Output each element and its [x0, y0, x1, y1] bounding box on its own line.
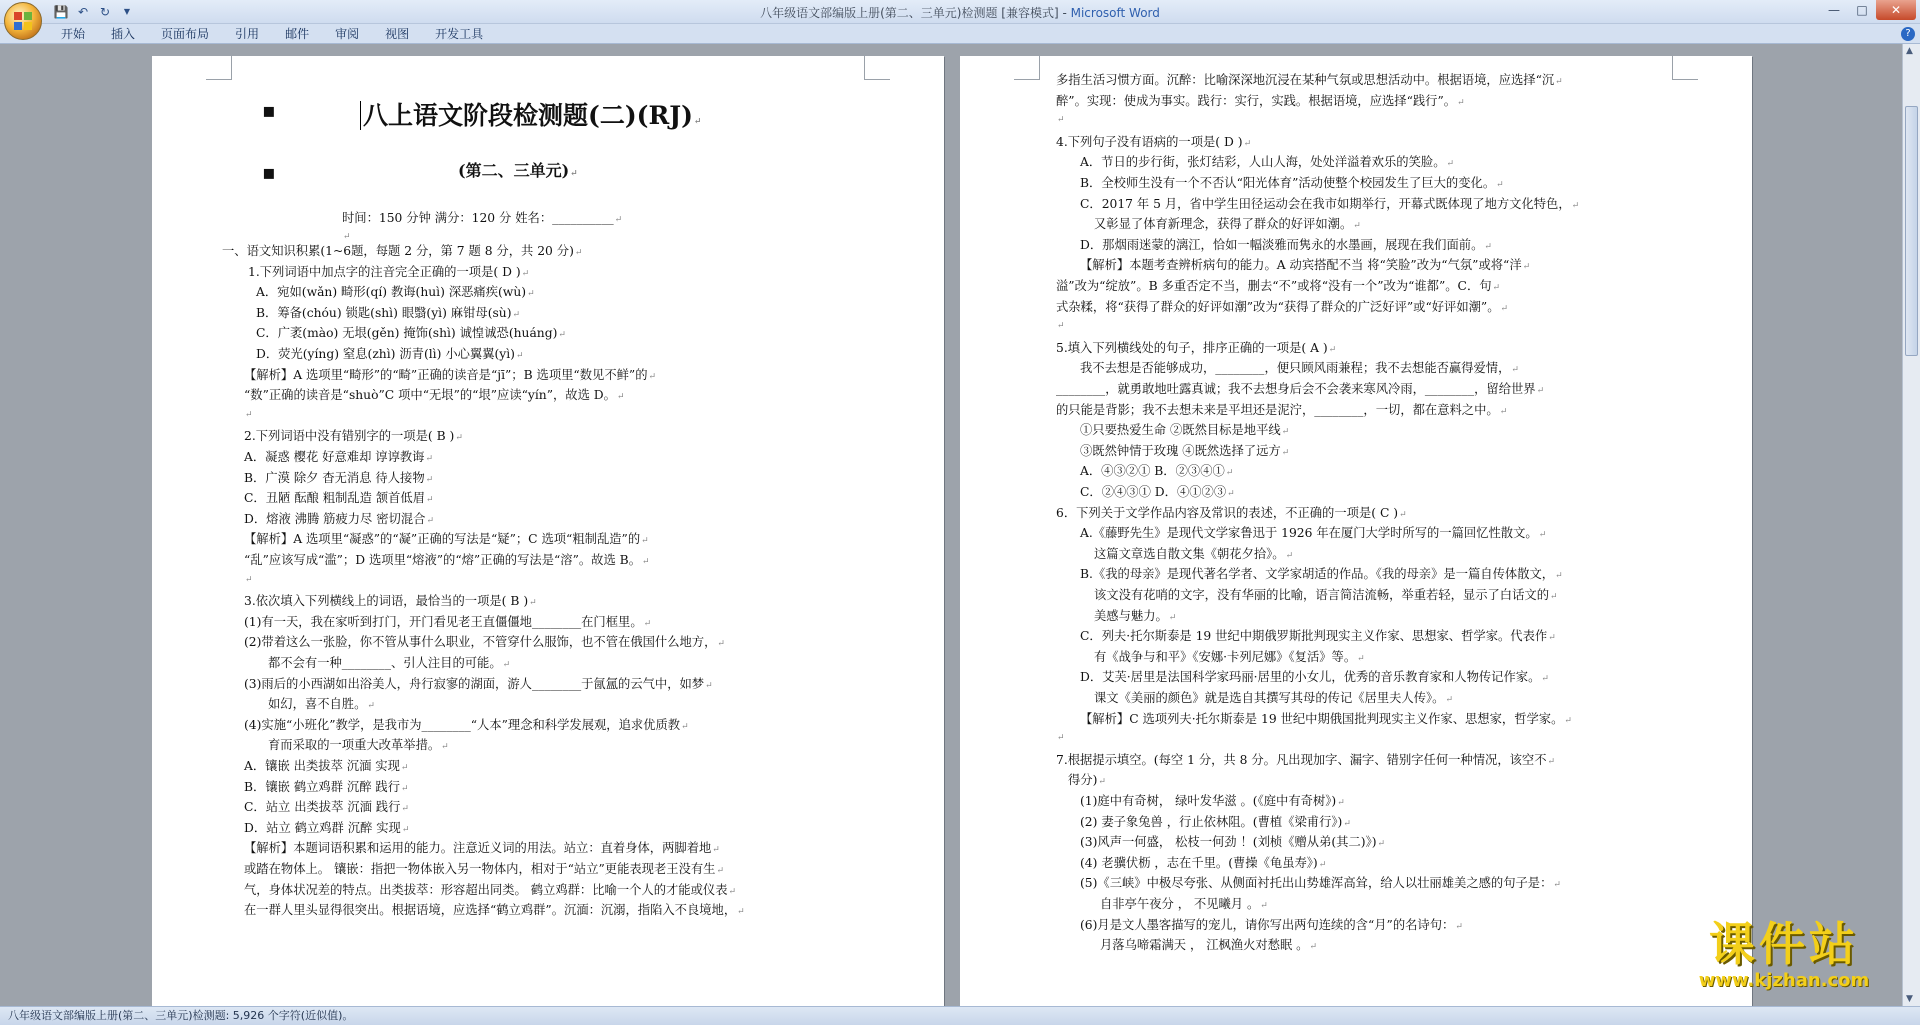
document-line-text: A．④③②① B．②③④①: [1080, 464, 1225, 479]
tab-view[interactable]: 视图: [385, 27, 410, 41]
document-line-text: “数”正确的读音是“shuò”C 项中“无垠”的“垠”应读“yín”，故选 D。: [244, 388, 616, 403]
document-line-text: (1)有一天，我在家听到打门，开门看见老王直僵僵地________在门框里。: [244, 614, 643, 629]
tab-developer[interactable]: 开发工具: [435, 27, 484, 41]
document-line: ↵: [245, 574, 253, 585]
document-line: B.《我的母亲》是现代著名学者、文学家胡适的作品。《我的母亲》是一篇自传体散文，↵: [1080, 567, 1563, 582]
document-line-text: 【解析】本题考查辨析病句的能力。A 动宾搭配不当 将“笑脸”改为“气氛”或将“洋: [1080, 258, 1522, 273]
document-line: 如幻，喜不自胜。↵: [268, 697, 375, 712]
watermark-text: 课件站: [1709, 917, 1859, 971]
document-line: 课文《美丽的颜色》就是选自其撰写其母的传记《居里夫人传》。↵: [1094, 691, 1454, 705]
document-line: 多指生活习惯方面。沉醉：比喻深深地沉浸在某种气氛或思想活动中。根据语境，应选择“沉↵: [1056, 73, 1563, 87]
undo-icon[interactable]: ↶: [77, 4, 89, 19]
document-line: D．荧光(yíng) 窒息(zhì) 沥青(lì) 小心翼翼(yì)↵: [256, 347, 524, 361]
scroll-down-icon[interactable]: ▼: [1906, 994, 1913, 1004]
document-line: “数”正确的读音是“shuò”C 项中“无垠”的“垠”应读“yín”，故选 D。↵: [244, 388, 625, 403]
document-line: A.《藤野先生》是现代文学家鲁迅于 1926 年在厦门大学时所写的一篇回忆性散文。↵: [1080, 526, 1547, 541]
document-line-text: C．广袤(mào) 无垠(gěn) 掩饰(shì) 诚惶诚恐(huáng): [256, 326, 558, 341]
document-line: 2.下列词语中没有错别字的一项是( B )↵: [244, 429, 463, 444]
customize-qat-icon[interactable]: ▼: [123, 7, 131, 16]
ribbon-tab-bar: [0, 24, 1920, 44]
document-line: (1)有一天，我在家听到打门，开门看见老王直僵僵地________在门框里。↵: [244, 614, 652, 629]
document-line-text: 如幻，喜不自胜。: [268, 697, 367, 712]
document-line: C．丑陋 酝酿 粗制乱造 颔首低眉↵: [244, 491, 434, 506]
document-line: ↵: [1057, 321, 1065, 332]
document-line-text: C．站立 出类拔萃 沉湎 践行: [244, 800, 401, 815]
ribbon-tabs: [48, 26, 496, 43]
document-line: B．镶嵌 鹤立鸡群 沉醉 践行↵: [244, 779, 409, 794]
scrollbar-thumb[interactable]: [1905, 106, 1918, 356]
document-line: 月落乌啼霜满天 ， 江枫渔火对愁眠 。↵: [1100, 938, 1318, 953]
document-line: A．凝惑 樱花 好意难却 谆谆教诲↵: [244, 450, 434, 464]
paragraph-mark: ↵: [343, 232, 351, 242]
window-controls: [1820, 0, 1916, 20]
document-line-text: A．凝惑 樱花 好意难却 谆谆教诲: [244, 450, 425, 464]
document-line-text: 5.填入下列横线处的句子，排序正确的一项是( A ): [1056, 340, 1328, 355]
document-line-text: (4) 老骥伏枥 ，志在千里。(曹操《龟虽寿》): [1080, 855, 1318, 870]
close-icon[interactable]: ✕: [1876, 0, 1916, 20]
bullet-marker: ▪: [262, 160, 276, 184]
document-line-text: 育而采取的一项重大改革举措。: [268, 738, 441, 753]
document-line-text: 6．下列关于文学作品内容及常识的表述，不正确的一项是( C ): [1056, 505, 1399, 520]
document-line-text: 月落乌啼霜满天 ， 江枫渔火对愁眠 。: [1100, 938, 1309, 953]
document-line-text: 【解析】本题词语积累和运用的能力。注意近义词的用法。站立：直着身体，两脚着地: [244, 841, 712, 856]
document-line: 有《战争与和平》《安娜·卡列尼娜》《复活》等。↵: [1094, 649, 1365, 664]
document-line: B．全校师生没有一个不否认“阳光体育”活动使整个校园发生了巨大的变化。↵: [1080, 176, 1504, 190]
document-line-text: C．列夫·托尔斯泰是 19 世纪中期俄罗斯批判现实主义作家、思想家、哲学家。代表作: [1080, 629, 1548, 644]
document-line-text: B．筹备(chóu) 锁匙(shì) 眼翳(yì) 麻钳母(sù): [256, 305, 512, 320]
document-line: D．熔液 沸腾 筋疲力尽 密切混合↵: [244, 511, 434, 526]
document-line: 式杂糅，将“获得了群众的好评如潮”改为“获得了群众的广泛好评”或“好评如潮”。↵: [1056, 299, 1509, 314]
document-line: ↵: [1057, 115, 1065, 126]
document-line-text: A．节日的步行街，张灯结彩，人山人海，处处洋溢着欢乐的笑脸。: [1080, 155, 1446, 170]
maximize-icon[interactable]: □: [1856, 3, 1868, 17]
document-line: 7.根据提示填空。(每空 1 分，共 8 分。凡出现加字、漏字、错别字任何一种情况，该空不↵: [1056, 752, 1556, 767]
document-line-text: 醉”。实现：使成为事实。践行：实行，实践。根据语境，应选择“践行”。: [1056, 93, 1457, 108]
document-line: (4)实施“小班化”教学，是我市为________“人本”理念和科学发展观，追求优质教↵: [244, 717, 689, 732]
document-line: C．②④③① D．④①②③↵: [1080, 485, 1235, 499]
document-line-text: B.《我的母亲》是现代著名学者、文学家胡适的作品。《我的母亲》是一篇自传体散文，: [1080, 567, 1555, 582]
document-line-text: 溢”改为“绽放”。B 多重否定不当，删去“不”或将“没有一个”改为“谁都”。C．句: [1056, 279, 1492, 293]
document-line: “乱”应该写成“滥”；D 选项里“熔液”的“熔”正确的写法是“溶”。故选 B。↵: [244, 553, 650, 567]
tab-page-layout[interactable]: 页面布局: [161, 27, 210, 41]
document-line-text: 都不会有一种________、引人注目的可能。: [268, 656, 502, 670]
document-line: C．列夫·托尔斯泰是 19 世纪中期俄罗斯批判现实主义作家、思想家、哲学家。代表作↵: [1080, 629, 1556, 644]
document-line-text: (2)带着这么一张脸，你不管从事什么职业，不管穿什么服饰，也不管在俄国什么地方，: [244, 635, 717, 650]
document-line-text: B．镶嵌 鹤立鸡群 沉醉 践行: [244, 779, 401, 794]
document-line: D．艾芙·居里是法国科学家玛丽·居里的小女儿，优秀的音乐教育家和人物传记作家。↵: [1080, 670, 1549, 685]
document-line: B．筹备(chóu) 锁匙(shì) 眼翳(yì) 麻钳母(sù)↵: [256, 305, 521, 320]
document-line: 的只能是背影；我不去想未来是平坦还是泥泞，________，一切，都在意料之中。↵: [1056, 402, 1508, 417]
document-line-text: 自非亭午夜分 ， 不见曦月 。: [1100, 897, 1260, 911]
document-line-text: “乱”应该写成“滥”；D 选项里“熔液”的“熔”正确的写法是“溶”。故选 B。: [244, 553, 642, 567]
document-line-text: 课文《美丽的颜色》就是选自其撰写其母的传记《居里夫人传》。: [1094, 691, 1445, 705]
tab-insert[interactable]: 插入: [111, 27, 136, 41]
document-line: 醉”。实现：使成为事实。践行：实行，实践。根据语境，应选择“践行”。↵: [1056, 93, 1465, 108]
left-page-content: [152, 56, 944, 1006]
document-line-text: 4.下列句子没有语病的一项是( D ): [1056, 134, 1243, 149]
document-line: 在一群人里头显得很突出。根据语境，应选择“鹤立鸡群”。沉湎：沉溺，指陷入不良境地，↵: [244, 903, 745, 918]
document-line-text: 【解析】C 选项列夫·托尔斯泰是 19 世纪中期俄国批判现实主义作家、思想家，哲学家。: [1080, 711, 1564, 726]
document-line: (6)月是文人墨客描写的宠儿，请你写出两句连续的含“月”的名诗句：↵: [1080, 917, 1463, 932]
document-line-text: 有《战争与和平》《安娜·卡列尼娜》《复活》等。: [1094, 649, 1357, 664]
document-line-text: 美感与魅力。: [1094, 608, 1168, 623]
document-line-text: B．全校师生没有一个不否认“阳光体育”活动使整个校园发生了巨大的变化。: [1080, 176, 1496, 190]
document-line: (3)风声一何盛， 松枝一何劲 ！(刘桢《赠从弟(其二)》)↵: [1080, 835, 1386, 850]
document-line: C．站立 出类拔萃 沉湎 践行↵: [244, 800, 409, 815]
document-line: 【解析】C 选项列夫·托尔斯泰是 19 世纪中期俄国批判现实主义作家、思想家，哲学家。↵: [1080, 711, 1572, 726]
document-line: ①只要热爱生命 ②既然目标是地平线↵: [1080, 423, 1290, 438]
document-line-text: D．站立 鹤立鸡群 沉醉 实现: [244, 820, 401, 835]
document-line: 【解析】A 选项里“畸形”的“畸”正确的读音是“jī”；B 选项里“数见不鲜”的↵: [244, 367, 657, 382]
exam-meta-text: 时间：150 分钟 满分：120 分 姓名：__________: [342, 211, 614, 225]
document-line-text: C．②④③① D．④①②③: [1080, 485, 1227, 499]
document-line-text: A.《藤野先生》是现代文学家鲁迅于 1926 年在厦门大学时所写的一篇回忆性散文。: [1080, 526, 1538, 541]
office-logo-icon: [14, 12, 32, 30]
document-line-text: ③既然钟情于玫瑰 ④既然选择了远方: [1080, 443, 1281, 458]
document-line-text: D．荧光(yíng) 窒息(zhì) 沥青(lì) 小心翼翼(yì): [256, 347, 515, 361]
document-line-text: D．熔液 沸腾 筋疲力尽 密切混合: [244, 511, 426, 526]
document-line-text: 式杂糅，将“获得了群众的好评如潮”改为“获得了群众的广泛好评”或“好评如潮”。: [1056, 299, 1500, 314]
document-line: (4) 老骥伏枥 ，志在千里。(曹操《龟虽寿》)↵: [1080, 855, 1327, 870]
document-line-text: 这篇文章选自散文集《朝花夕拾》。: [1094, 546, 1285, 561]
document-line: (1)庭中有奇树， 绿叶发华滋 。(《庭中有奇树》)↵: [1080, 794, 1345, 808]
document-line: ↵: [1057, 733, 1065, 744]
document-line-text: 在一群人里头显得很突出。根据语境，应选择“鹤立鸡群”。沉湎：沉溺，指陷入不良境地，: [244, 903, 737, 918]
exam-meta: 时间：150 分钟 满分：120 分 姓名：__________↵: [342, 211, 623, 225]
document-line-text: D．那烟雨迷蒙的漓江，恰如一幅淡雅而隽永的水墨画，展现在我们面前。: [1080, 237, 1484, 252]
document-line: 【解析】A 选项里“凝惑”的“凝”正确的写法是“疑”；C 选项“粗制乱造”的↵: [244, 532, 649, 547]
office-button[interactable]: [4, 2, 42, 40]
document-line-text: 7.根据提示填空。(每空 1 分，共 8 分。凡出现加字、漏字、错别字任何一种情况，该空不: [1056, 752, 1547, 767]
document-line: 育而采取的一项重大改革举措。↵: [268, 738, 449, 753]
document-line: 美感与魅力。↵: [1094, 608, 1177, 623]
document-line-text: (4)实施“小班化”教学，是我市为________“人本”理念和科学发展观，追求优质教: [244, 717, 681, 732]
document-line: (5)《三峡》中极尽夸张、从侧面衬托出山势雄浑高耸，给人以壮丽雄美之感的句子是：↵: [1080, 876, 1561, 891]
document-line-text: C．丑陋 酝酿 粗制乱造 颔首低眉: [244, 491, 425, 506]
document-line-text: 该文没有花哨的文字，没有华丽的比喻，语言简洁流畅，举重若轻，显示了白话文的: [1094, 588, 1549, 602]
document-line: 我不去想是否能够成功，________，便只顾风雨兼程；我不去想能否赢得爱情，↵: [1080, 361, 1519, 376]
document-line: 3.依次填入下列横线上的词语，最恰当的一项是( B )↵: [244, 594, 537, 609]
status-bar: [0, 1006, 1920, 1025]
document-line-text: 1.下列词语中加点字的注音完全正确的一项是( D ): [248, 264, 521, 279]
document-line-text: A．宛如(wǎn) 畸形(qí) 教诲(huì) 深恶痛疾(wù): [256, 285, 527, 300]
document-line-text: (3)风声一何盛， 松枝一何劲 ！(刘桢《赠从弟(其二)》): [1080, 835, 1377, 850]
document-line-text: 多指生活习惯方面。沉醉：比喻深深地沉浸在某种气氛或思想活动中。根据语境，应选择“沉: [1056, 73, 1555, 87]
scroll-up-icon[interactable]: ▲: [1906, 46, 1913, 56]
document-line-text: D．艾芙·居里是法国科学家玛丽·居里的小女儿，优秀的音乐教育家和人物传记作家。: [1080, 670, 1541, 685]
document-page-right[interactable]: [960, 56, 1752, 1006]
document-line: A．镶嵌 出类拔萃 沉湎 实现↵: [244, 759, 409, 773]
tab-references[interactable]: 引用: [235, 27, 260, 41]
page-subtitle: (第二、三单元)↵: [458, 161, 578, 180]
document-line: 该文没有花哨的文字，没有华丽的比喻，语言简洁流畅，举重若轻，显示了白话文的↵: [1094, 588, 1558, 602]
document-line: 1.下列词语中加点字的注音完全正确的一项是( D )↵: [248, 264, 530, 279]
title-bar: [0, 0, 1920, 24]
document-line: (2)带着这么一张脸，你不管从事什么职业，不管穿什么服饰，也不管在俄国什么地方，↵: [244, 635, 725, 650]
right-page-content: [960, 56, 1752, 1006]
document-line: ③既然钟情于玫瑰 ④既然选择了远方↵: [1080, 443, 1290, 458]
document-line: 【解析】本题词语积累和运用的能力。注意近义词的用法。站立：直着身体，两脚着地↵: [244, 841, 720, 856]
document-line: A．节日的步行街，张灯结彩，人山人海，处处洋溢着欢乐的笑脸。↵: [1080, 155, 1455, 170]
help-icon[interactable]: ?: [1901, 27, 1915, 41]
document-line-text: 3.依次填入下列横线上的词语，最恰当的一项是( B ): [244, 594, 529, 609]
bullet-marker: ▪: [262, 98, 276, 122]
document-line: 6．下列关于文学作品内容及常识的表述，不正确的一项是( C )↵: [1056, 505, 1407, 520]
page-title-text: 八上语文阶段检测题(二)(RJ): [360, 101, 693, 130]
document-line: 或踏在物体上。 镶嵌：指把一物体嵌入另一物体内，相对于“站立”更能表现老王没有生↵: [244, 862, 725, 876]
document-line: D．站立 鹤立鸡群 沉醉 实现↵: [244, 820, 410, 835]
document-line: C．广袤(mào) 无垠(gěn) 掩饰(shì) 诚惶诚恐(huáng)↵: [256, 326, 566, 341]
document-line: ________，就勇敢地吐露真诚；我不去想身后会不会袭来寒风冷雨，________，留给世界↵: [1056, 382, 1545, 396]
document-line: 都不会有一种________、引人注目的可能。↵: [268, 656, 511, 670]
document-line: 又彰显了体育新理念，获得了群众的好评如潮。↵: [1094, 217, 1361, 232]
document-line-text: 【解析】A 选项里“畸形”的“畸”正确的读音是“jī”；B 选项里“数见不鲜”的: [244, 367, 648, 382]
document-line-text: 或踏在物体上。 镶嵌：指把一物体嵌入另一物体内，相对于“站立”更能表现老王没有生: [244, 862, 716, 876]
document-line: D．那烟雨迷蒙的漓江，恰如一幅淡雅而隽永的水墨画，展现在我们面前。↵: [1080, 237, 1492, 252]
document-line: 溢”改为“绽放”。B 多重否定不当，删去“不”或将“没有一个”改为“谁都”。C．句↵: [1056, 279, 1501, 293]
minimize-icon[interactable]: —: [1828, 3, 1840, 17]
document-line-text: (6)月是文人墨客描写的宠儿，请你写出两句连续的含“月”的名诗句：: [1080, 917, 1455, 932]
document-line-text: 气，身体状况差的特点。出类拔萃：形容超出同类。 鹤立鸡群：比喻一个人的才能或仪表: [244, 882, 728, 897]
document-line: 自非亭午夜分 ， 不见曦月 。↵: [1100, 897, 1268, 911]
document-line: (3)雨后的小西湖如出浴美人，舟行寂寥的湖面，游人________于氤氲的云气中，如梦↵: [244, 676, 713, 691]
app-name: Microsoft Word: [1070, 6, 1160, 20]
document-line-text: (2) 妻子象兔兽 ，行止依林阻。(曹植《梁甫行》): [1080, 814, 1343, 829]
document-line: (2) 妻子象兔兽 ，行止依林阻。(曹植《梁甫行》)↵: [1080, 814, 1351, 829]
document-line: C．2017 年 5 月，省中学生田径运动会在我市如期举行，开幕式既体现了地方文化特色，↵: [1080, 196, 1580, 211]
document-workspace: [0, 44, 1902, 1006]
watermark-logo: [1664, 918, 1904, 991]
document-line-text: B．广漠 除夕 杳无消息 待人接物: [244, 470, 425, 485]
document-line-text: 得分): [1068, 773, 1098, 788]
document-title: 八年级语文部编版上册(第二、三单元)检测题 [兼容模式] -: [760, 6, 1071, 20]
tab-home[interactable]: 开始: [61, 27, 86, 41]
document-line-text: 我不去想是否能够成功，________，便只顾风雨兼程；我不去想能否赢得爱情，: [1080, 361, 1511, 376]
document-line: B．广漠 除夕 杳无消息 待人接物↵: [244, 470, 434, 485]
document-line: 气，身体状况差的特点。出类拔萃：形容超出同类。 鹤立鸡群：比喻一个人的才能或仪表↵: [244, 882, 737, 897]
document-line: 5.填入下列横线处的句子，排序正确的一项是( A )↵: [1056, 340, 1337, 355]
document-line: 一、语文知识积累(1~6题，每题 2 分，第 7 题 8 分，共 20 分)↵: [222, 244, 583, 258]
page-subtitle-text: (第二、三单元): [458, 161, 570, 180]
redo-icon[interactable]: ↻: [99, 4, 111, 19]
document-line-text: C．2017 年 5 月，省中学生田径运动会在我市如期举行，开幕式既体现了地方文化特色，: [1080, 196, 1571, 211]
vertical-scrollbar[interactable]: [1902, 44, 1920, 1006]
watermark-url: www.kjzhan.com: [1698, 970, 1870, 991]
document-line: 4.下列句子没有语病的一项是( D )↵: [1056, 134, 1252, 149]
document-line: ↵: [245, 409, 253, 420]
document-line: 【解析】本题考查辨析病句的能力。A 动宾搭配不当 将“笑脸”改为“气氛”或将“洋↵: [1080, 258, 1531, 273]
document-line-text: 【解析】A 选项里“凝惑”的“凝”正确的写法是“疑”；C 选项“粗制乱造”的: [244, 532, 641, 547]
document-line: A．④③②① B．②③④①↵: [1080, 464, 1234, 479]
document-page-left[interactable]: [152, 56, 944, 1006]
document-line: 这篇文章选自散文集《朝花夕拾》。↵: [1094, 546, 1294, 561]
document-line-text: 的只能是背影；我不去想未来是平坦还是泥泞，________，一切，都在意料之中。: [1056, 402, 1499, 417]
document-line-text: A．镶嵌 出类拔萃 沉湎 实现: [244, 759, 400, 773]
document-line-text: (3)雨后的小西湖如出浴美人，舟行寂寥的湖面，游人________于氤氲的云气中，如梦: [244, 676, 705, 691]
page-title: 八上语文阶段检测题(二)(RJ)↵: [360, 96, 701, 132]
document-line: 得分)↵: [1068, 773, 1106, 788]
document-line-text: (1)庭中有奇树， 绿叶发华滋 。(《庭中有奇树》): [1080, 794, 1337, 808]
tab-review[interactable]: 审阅: [335, 27, 360, 41]
document-line-text: 一、语文知识积累(1~6题，每题 2 分，第 7 题 8 分，共 20 分): [222, 244, 574, 258]
document-line-text: (5)《三峡》中极尽夸张、从侧面衬托出山势雄浑高耸，给人以壮丽雄美之感的句子是：: [1080, 876, 1553, 891]
tab-mailings[interactable]: 邮件: [285, 27, 310, 41]
document-line-text: ①只要热爱生命 ②既然目标是地平线: [1080, 423, 1281, 438]
document-line-text: 又彰显了体育新理念，获得了群众的好评如潮。: [1094, 217, 1353, 232]
document-line: A．宛如(wǎn) 畸形(qí) 教诲(huì) 深恶痛疾(wù)↵: [256, 285, 535, 300]
status-text: 八年级语文部编版上册(第二、三单元)检测题: 5,926 个字符(近似值)。: [8, 1009, 354, 1022]
save-icon[interactable]: 💾: [53, 4, 69, 19]
document-line-text: 2.下列词语中没有错别字的一项是( B ): [244, 429, 455, 444]
window-title: [0, 4, 1920, 21]
document-line-text: ________，就勇敢地吐露真诚；我不去想身后会不会袭来寒风冷雨，________，留给世界: [1056, 382, 1536, 396]
